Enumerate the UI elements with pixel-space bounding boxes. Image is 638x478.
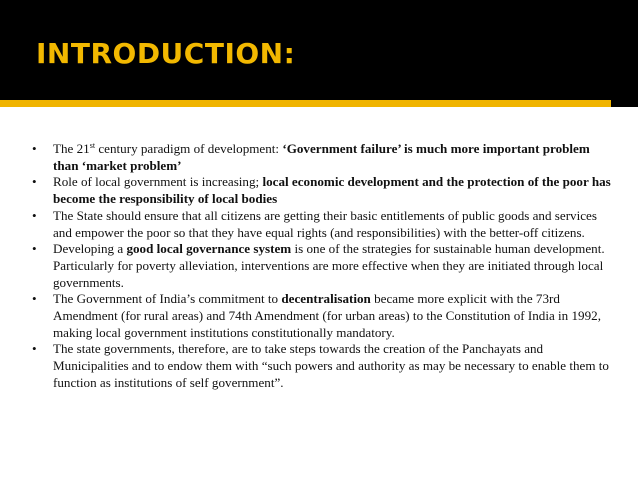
accent-band [0,100,611,107]
bullet-text: is one of the strategies for sustainable human development. Particularly for poverty alleviation, interventions are more effective when they are initiated through local governments. [53,241,605,290]
bullet-bold-text: good local governance system [126,241,292,257]
bullet-marker: • [32,141,37,156]
bullet-bold-text: local economic development and the protection of the poor has become the responsibility of local bodies [53,174,611,207]
bullet-text: century paradigm of development: [95,141,283,156]
bullet-list [32,141,612,392]
bullet-bold-text: decentralisation [281,291,371,307]
bullet-text: The State should ensure that all citizens are getting their basic entitlements of public goods and services and empower the poor so that they have equal rights (and responsibilities) with the better-off citizens. [53,207,597,240]
bullet-text: became more explicit with the 73rd Amendment (for rural areas) and 74th Amendment (for urban areas) to the Constitution of India in 1992, making local government institutions constitutionally mandatory. [53,291,601,340]
bullet-text: The Government of India’s commitment to [53,291,282,307]
bullet-marker: • [32,241,37,257]
bullet-marker: • [32,174,37,190]
slide-title: INTRODUCTION: [36,37,296,70]
bullet-text: The 21 [53,141,90,156]
bullet-marker: • [32,341,37,357]
superscript-text: st [89,141,96,150]
bullet-text: Role of local government is increasing; [53,174,263,190]
bullet-bold-text: ‘Government failure’ is much more important problem than ‘market problem’ [53,141,590,173]
bullet-text: Developing a [53,241,127,257]
bullet-item [32,291,612,341]
bullet-marker: • [32,291,37,307]
bullet-item [32,208,612,241]
title-banner [0,0,638,107]
bullet-item [32,174,612,207]
bullet-text: The state governments, therefore, are to take steps towards the creation of the Panchayats and Municipalities and to endow them with “such powers and authority as may be necessary to enable them to function as institutions of self government”. [53,341,609,390]
bullet-item [32,241,612,291]
bullet-item [32,141,612,174]
bullet-item [32,341,612,391]
bullet-marker: • [32,207,37,223]
